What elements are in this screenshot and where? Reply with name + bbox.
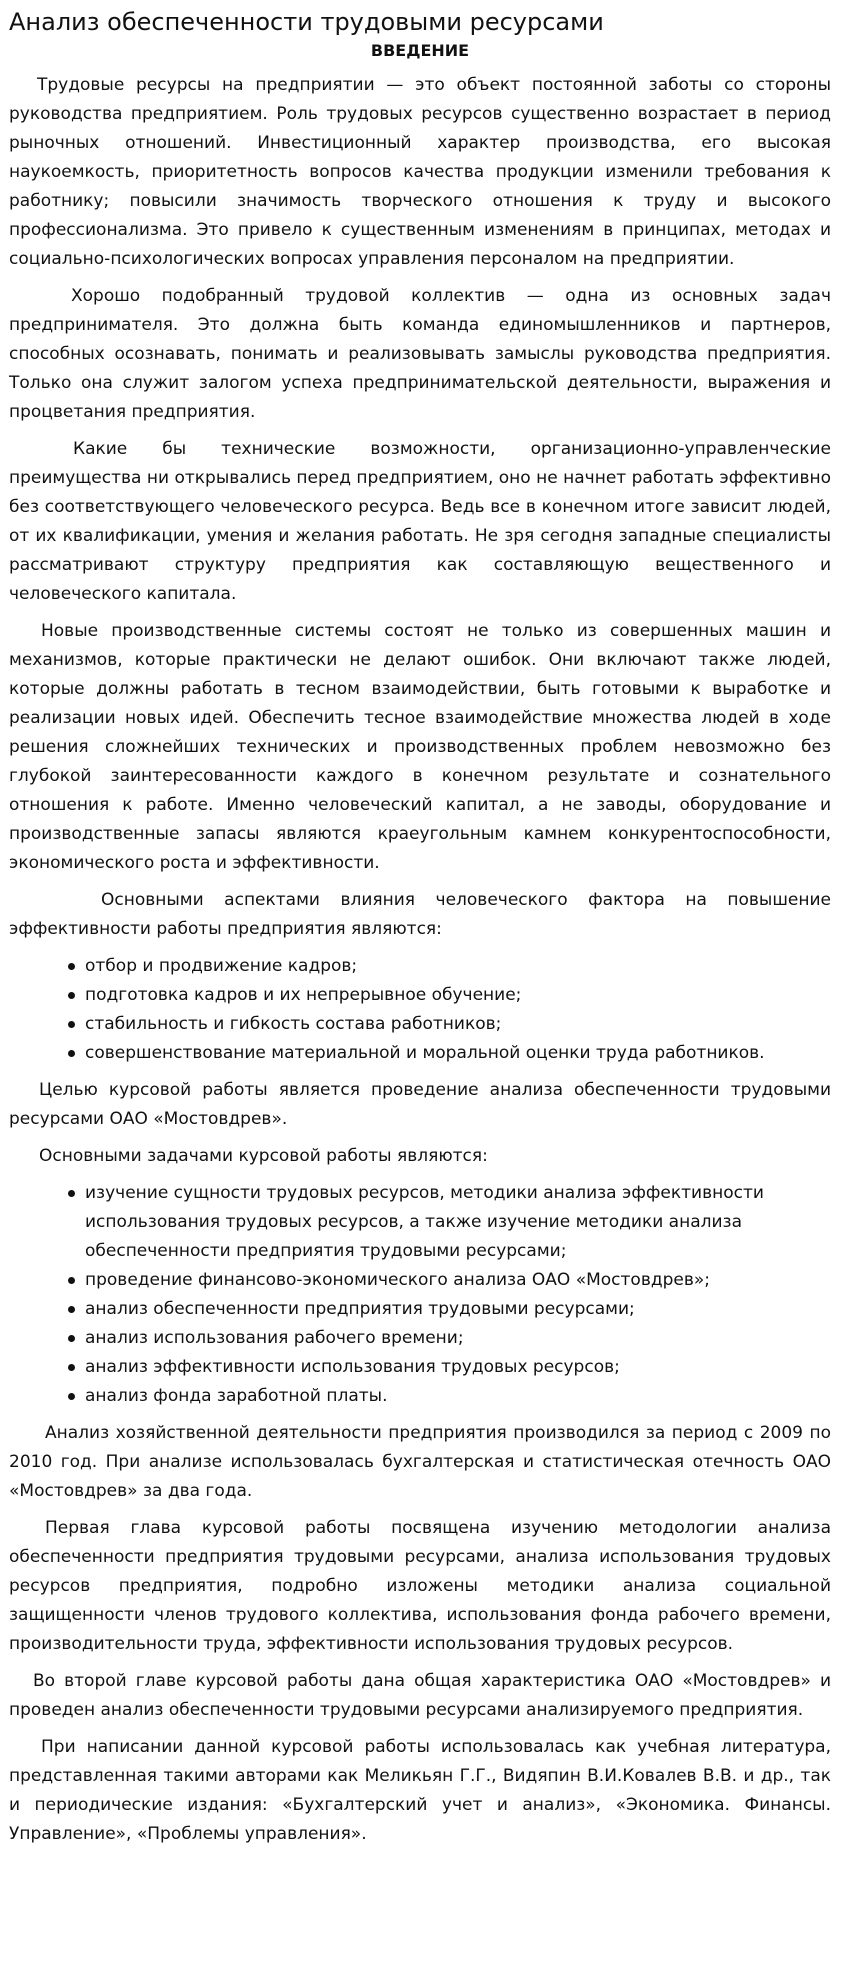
list-item: проведение финансово-экономического анализа ОАО «Мостовдрев»;	[85, 1266, 831, 1295]
page-title: Анализ обеспеченности трудовыми ресурсами	[9, 8, 604, 36]
paragraph-systems: Новые производственные системы состоят не только из совершенных машин и механизмов, которые практически не делают ошибок. Они включают также людей, которые должны работать в тесном взаимодействии, быть готовыми к выработке и реализации новых идей. Обеспечить тесное взаимодействие множества людей в ходе решения сложнейших технических и производственных проблем невозможно без глубокой заинтересованности каждого в конечном результате и сознательного отношения к работе. Именно человеческий капитал, а не заводы, оборудование и производственные запасы являются краеугольным камнем конкурентоспособности, экономического роста и эффективности.	[9, 621, 831, 873]
list-item: анализ обеспеченности предприятия трудовыми ресурсами;	[85, 1295, 831, 1324]
list-item: анализ использования рабочего времени;	[85, 1324, 831, 1353]
list-item: стабильность и гибкость состава работников;	[85, 1010, 831, 1039]
paragraph-team: Хорошо подобранный трудовой коллектив — одна из основных задач предпринимателя. Это должна быть команда единомышленников и партнеров, способных осознавать, понимать и реализовывать замыслы руководства предприятия. Только она служит залогом успеха предпринимательской деятельности, выражения и процветания предприятия.	[9, 286, 831, 422]
paragraph-chapter-two: Во второй главе курсовой работы дана общая характеристика ОАО «Мостовдрев» и проведен анализ обеспеченности трудовыми ресурсами анализируемого предприятия.	[9, 1671, 831, 1720]
aspects-list	[9, 952, 831, 1068]
section-heading: ВВЕДЕНИЕ	[370, 41, 470, 60]
paragraph-aspects-intro: Основными аспектами влияния человеческого фактора на повышение эффективности работы предприятия являются:	[9, 890, 831, 939]
tasks-list	[9, 1179, 831, 1411]
paragraph-chapter-one: Первая глава курсовой работы посвящена изучению методологии анализа обеспеченности предприятия трудовыми ресурсами, анализа использования трудовых ресурсов предприятия, подробно изложены методики анализа социальной защищенности членов трудового коллектива, использования фонда рабочего времени, производительности труда, эффективности использования трудовых ресурсов.	[9, 1518, 831, 1654]
list-item: анализ фонда заработной платы.	[85, 1382, 831, 1411]
paragraph-sources: При написании данной курсовой работы использовалась как учебная литература, представленная такими авторами как Меликьян Г.Г., Видяпин В.И.Ковалев В.В. и др., так и периодические издания: «Бухгалтерский учет и анализ», «Экономика. Финансы. Управление», «Проблемы управления».	[9, 1737, 831, 1844]
list-item: отбор и продвижение кадров;	[85, 952, 831, 981]
paragraph-intro: Трудовые ресурсы на предприятии — это объект постоянной заботы со стороны руководства предприятием. Роль трудовых ресурсов существенно возрастает в период рыночных отношений. Инвестиционный характер производства, его высокая наукоемкость, приоритетность вопросов качества продукции изменили требования к работнику; повысили значимость творческого отношения к труду и высокого профессионализма. Это привело к существенным изменениям в принципах, методах и социально-психологических вопросах управления персоналом на предприятии.	[9, 75, 831, 269]
list-item: подготовка кадров и их непрерывное обучение;	[85, 981, 831, 1010]
paragraph-period: Анализ хозяйственной деятельности предприятия производился за период с 2009 по 2010 год. При анализе использовалась бухгалтерская и статистическая отечность ОАО «Мостовдрев» за два года.	[9, 1423, 831, 1501]
paragraph-tasks-intro: Основными задачами курсовой работы являются:	[39, 1146, 488, 1166]
paragraph-resources: Какие бы технические возможности, организационно-управленческие преимущества ни открывались перед предприятием, оно не начнет работать эффективно без соответствующего человеческого ресурса. Ведь все в конечном итоге зависит людей, от их квалификации, умения и желания работать. Не зря сегодня западные специалисты рассматривают структуру предприятия как составляющую вещественного и человеческого капитала.	[9, 439, 831, 604]
list-item: совершенствование материальной и моральной оценки труда работников.	[85, 1039, 831, 1068]
paragraph-goal: Целью курсовой работы является проведение анализа обеспеченности трудовыми ресурсами ОАО «Мостовдрев».	[9, 1080, 831, 1129]
list-item: анализ эффективности использования трудовых ресурсов;	[85, 1353, 831, 1382]
list-item: изучение сущности трудовых ресурсов, методики анализа эффективности использования трудовых ресурсов, а также изучение методики анализа обеспеченности предприятия трудовыми ресурсами;	[85, 1179, 831, 1266]
